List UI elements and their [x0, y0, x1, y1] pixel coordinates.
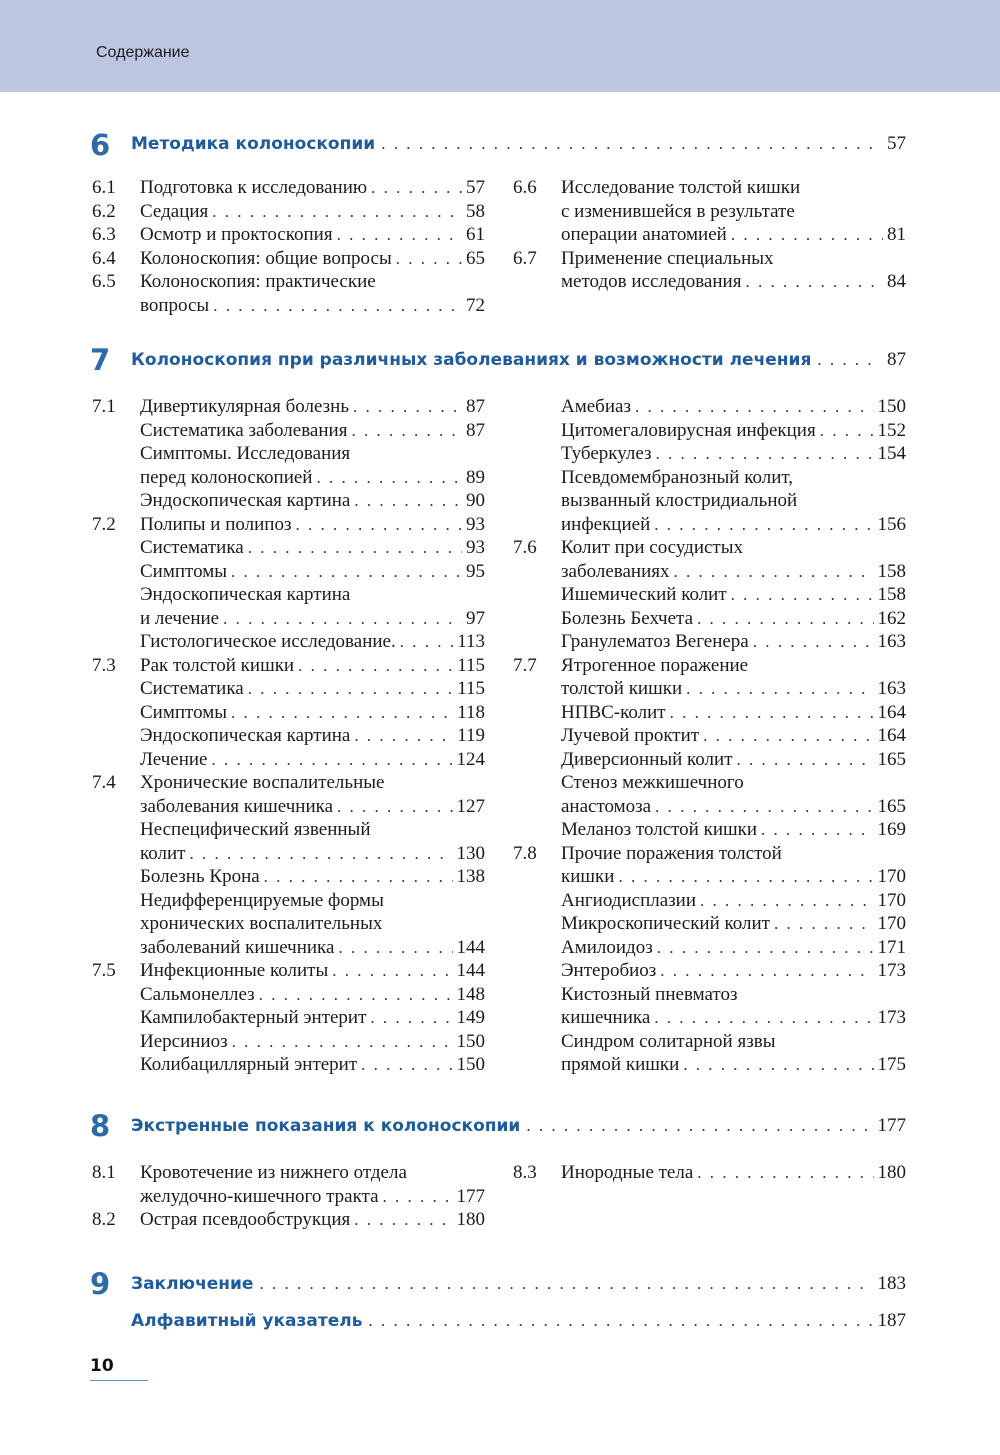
toc-section[interactable]: [513, 654, 906, 701]
toc-subsection[interactable]: [92, 677, 485, 701]
entry-title: Систематика заболевания: [140, 419, 348, 441]
entry-page: 150: [456, 1054, 485, 1075]
leader-dots: [670, 701, 874, 725]
entry-title: Лучевой проктит: [561, 725, 700, 746]
entry-title: Кампилобактерный энтерит: [140, 1007, 367, 1028]
chapter-page: 187: [877, 1310, 906, 1331]
toc-subsection[interactable]: [513, 959, 906, 983]
entry-page: 58: [466, 200, 485, 222]
leader-dots: [697, 1161, 873, 1185]
leader-dots: [368, 1311, 871, 1331]
toc-subsection[interactable]: [513, 466, 906, 537]
leader-dots: [248, 536, 462, 560]
entry-title: вопросы: [140, 294, 210, 316]
entry-page: 124: [456, 748, 485, 770]
entry-page: 170: [877, 866, 906, 887]
toc-section[interactable]: [92, 1208, 485, 1232]
leader-dots: [745, 270, 883, 294]
section-number: 7.2: [92, 513, 116, 535]
toc-subsection[interactable]: [92, 889, 485, 960]
entry-page: 150: [456, 1030, 485, 1052]
toc-subsection[interactable]: [513, 912, 906, 936]
leader-dots: [354, 489, 462, 513]
entry-text-line: Прочие поражения толстой: [561, 842, 782, 864]
leader-dots: [371, 176, 462, 200]
toc-subsection[interactable]: [92, 724, 485, 748]
chapter-page: 87: [887, 349, 906, 370]
entry-text-line: Симптомы. Исследования: [140, 443, 351, 464]
entry-page: 175: [877, 1054, 906, 1075]
toc-section[interactable]: [513, 1161, 906, 1185]
toc-subsection[interactable]: [513, 1030, 906, 1077]
leader-dots: [264, 865, 453, 889]
leader-dots: [332, 959, 452, 983]
toc-subsection[interactable]: [513, 419, 906, 443]
entry-title: кишечника: [561, 1007, 651, 1028]
toc-section[interactable]: [92, 200, 485, 224]
leader-dots: [526, 1116, 871, 1136]
section-number: 6.4: [92, 247, 116, 269]
entry-title: Полипы и полипоз: [140, 513, 292, 535]
entry-title: Систематика: [140, 537, 244, 558]
entry-page: 156: [877, 513, 906, 535]
toc-column-right: [513, 176, 906, 294]
entry-page: 57: [466, 177, 485, 198]
leader-dots: [381, 134, 881, 154]
entry-title: и лечение: [140, 607, 220, 629]
entry-text-line: Эндоскопическая картина: [140, 584, 351, 605]
toc-subsection[interactable]: [513, 583, 906, 607]
entry-text-line: Применение специальных: [561, 247, 774, 269]
chapter-page: 177: [877, 1115, 906, 1136]
entry-page: 130: [456, 842, 485, 864]
entry-page: 65: [466, 247, 485, 269]
toc-subsection[interactable]: [513, 771, 906, 818]
chapter-page: 183: [877, 1273, 906, 1294]
chapter-number: 7: [90, 343, 111, 377]
entry-page: 154: [877, 443, 906, 464]
entry-title: Гранулематоз Вегенера: [561, 631, 749, 652]
section-number: 6.3: [92, 224, 116, 245]
entry-page: 115: [457, 678, 485, 699]
chapter-title: Методика колоноскопии: [131, 134, 376, 154]
chapter-page: 57: [887, 133, 906, 154]
toc-column-left: [92, 176, 485, 317]
toc-section[interactable]: [513, 176, 906, 247]
entry-title: Туберкулез: [561, 443, 652, 464]
entry-page: 164: [877, 725, 906, 746]
toc-subsection[interactable]: [92, 583, 485, 630]
leader-dots: [618, 865, 873, 889]
header-title: Содержание: [96, 44, 190, 61]
entry-page: 144: [456, 936, 485, 958]
entry-title: Сальмонеллез: [140, 983, 255, 1005]
entry-title: Иерсиниоз: [140, 1030, 228, 1052]
entry-title: инфекцией: [561, 513, 651, 535]
toc-subsection[interactable]: [92, 983, 485, 1007]
toc-subsection[interactable]: [92, 748, 485, 772]
entry-page: 87: [466, 419, 485, 441]
toc-column-right: [513, 395, 906, 1077]
toc-subsection[interactable]: [513, 442, 906, 466]
toc-section[interactable]: [92, 959, 485, 983]
chapter-heading[interactable]: [131, 1273, 906, 1301]
leader-dots: [338, 936, 452, 960]
section-number: 6.1: [92, 177, 116, 198]
entry-page: 165: [877, 795, 906, 817]
entry-page: 93: [466, 537, 485, 558]
entry-page: 148: [456, 983, 485, 1005]
entry-page: 84: [887, 271, 906, 292]
entry-title: Систематика: [140, 678, 244, 699]
entry-title: заболеваниях: [561, 560, 670, 582]
section-number: 7.6: [513, 537, 537, 558]
section-number: 6.6: [513, 177, 537, 198]
leader-dots: [657, 936, 874, 960]
chapter-number: 9: [90, 1267, 111, 1301]
toc-subsection[interactable]: [513, 607, 906, 631]
entry-page: 61: [466, 224, 485, 245]
entry-text-line: Кистозный пневматоз: [561, 983, 738, 1005]
leader-dots: [370, 1006, 452, 1030]
entry-text-line: Псевдомембранозный колит,: [561, 466, 794, 488]
leader-dots: [231, 560, 462, 584]
entry-title: Эндоскопическая картина: [140, 725, 351, 746]
toc-section[interactable]: [513, 842, 906, 889]
leader-dots: [361, 1053, 452, 1077]
leader-dots: [774, 912, 874, 936]
leader-dots: [298, 654, 453, 678]
entry-page: 118: [457, 701, 485, 723]
entry-text-line: вызванный клостридиальной: [561, 490, 798, 511]
toc-subsection[interactable]: [92, 630, 485, 654]
chapter-title: Заключение: [131, 1274, 254, 1294]
entry-page: 150: [877, 396, 906, 417]
toc-section[interactable]: [92, 223, 485, 247]
entry-page: 163: [877, 678, 906, 699]
entry-title: Диверсионный колит: [561, 748, 733, 770]
entry-page: 173: [877, 960, 906, 981]
toc-subsection[interactable]: [513, 889, 906, 913]
section-number: 7.4: [92, 772, 116, 793]
chapter-title: Алфавитный указатель: [131, 1311, 363, 1331]
section-number: 8.3: [513, 1162, 537, 1183]
toc-section[interactable]: [92, 176, 485, 200]
entry-title: Симптомы: [140, 701, 228, 723]
leader-dots: [212, 200, 462, 224]
chapter-title: Экстренные показания к колоноскопии: [131, 1116, 521, 1136]
leader-dots: [703, 724, 873, 748]
leader-dots: [731, 583, 874, 607]
section-number: 8.2: [92, 1209, 116, 1230]
toc-section[interactable]: [513, 247, 906, 294]
entry-text-line: Недифференцируемые формы: [140, 889, 384, 911]
entry-title: Энтеробиоз: [561, 960, 657, 981]
toc-subsection[interactable]: [513, 724, 906, 748]
entry-text-line: Стеноз межкишечного: [561, 772, 744, 793]
entry-page: 165: [877, 748, 906, 770]
entry-title: Колибациллярный энтерит: [140, 1054, 358, 1075]
entry-title: Инфекционные колиты: [140, 960, 329, 981]
entry-title: Гистологическое исследование.: [140, 631, 396, 652]
entry-title: Подготовка к исследованию: [140, 177, 368, 198]
toc-subsection[interactable]: [513, 936, 906, 960]
entry-title: анастомоза: [561, 795, 652, 817]
entry-page: 72: [466, 294, 485, 316]
entry-page: 158: [877, 560, 906, 582]
entry-title: Острая псевдообструкция: [140, 1209, 351, 1230]
index-heading[interactable]: [131, 1310, 906, 1338]
toc-column-right: [513, 1161, 906, 1185]
toc-subsection[interactable]: [92, 419, 485, 443]
entry-title: Микроскопический колит: [561, 913, 770, 934]
entry-title: Амилоидоз: [561, 936, 653, 958]
leader-dots: [223, 607, 462, 631]
entry-page: 152: [877, 419, 906, 441]
leader-dots: [400, 630, 453, 654]
entry-page: 158: [877, 584, 906, 605]
entry-page: 169: [877, 819, 906, 840]
entry-title: Меланоз толстой кишки: [561, 819, 758, 840]
entry-title: Инородные тела: [561, 1162, 694, 1183]
entry-title: Ишемический колит: [561, 584, 727, 605]
entry-title: Цитомегаловирусная инфекция: [561, 419, 816, 441]
entry-text-line: Хронические воспалительные: [140, 772, 385, 793]
toc-subsection[interactable]: [92, 1006, 485, 1030]
entry-title: Болезнь Бехчета: [561, 607, 693, 629]
entry-text-line: Синдром солитарной язвы: [561, 1030, 776, 1052]
entry-title: НПВС-колит: [561, 701, 666, 723]
toc-column-left: [92, 395, 485, 1077]
entry-title: колит: [140, 842, 186, 864]
toc-section[interactable]: [92, 247, 485, 271]
leader-dots: [337, 223, 462, 247]
section-number: 7.5: [92, 960, 116, 981]
entry-title: Ангиодисплазии: [561, 889, 696, 911]
leader-dots: [656, 442, 874, 466]
entry-text-line: хронических воспалительных: [140, 913, 383, 934]
chapter-heading[interactable]: [131, 133, 906, 161]
leader-dots: [316, 466, 462, 490]
toc-subsection[interactable]: [513, 818, 906, 842]
entry-page: 138: [456, 866, 485, 887]
toc-subsection[interactable]: [92, 489, 485, 513]
section-number: 6.5: [92, 271, 116, 292]
toc-subsection[interactable]: [513, 983, 906, 1030]
toc-subsection[interactable]: [513, 630, 906, 654]
section-number: 7.1: [92, 396, 116, 417]
entry-title: Колоноскопия: общие вопросы: [140, 247, 392, 269]
toc-subsection[interactable]: [92, 442, 485, 489]
entry-title: методов исследования: [561, 271, 742, 292]
entry-text-line: Неспецифический язвенный: [140, 819, 371, 840]
leader-dots: [737, 748, 874, 772]
entry-page: 173: [877, 1007, 906, 1028]
leader-dots: [259, 983, 453, 1007]
section-number: 7.8: [513, 842, 537, 864]
entry-title: заболеваний кишечника: [140, 936, 335, 958]
entry-page: 180: [456, 1209, 485, 1230]
entry-page: 162: [877, 607, 906, 629]
section-number: 7.7: [513, 654, 537, 676]
toc-section[interactable]: [92, 270, 485, 317]
entry-title: толстой кишки: [561, 678, 683, 699]
leader-dots: [686, 677, 873, 701]
leader-dots: [697, 607, 874, 631]
section-number: 6.2: [92, 200, 116, 222]
toc-subsection[interactable]: [513, 395, 906, 419]
leader-dots: [753, 630, 874, 654]
entry-page: 127: [456, 795, 485, 817]
entry-title: Осмотр и проктоскопия: [140, 224, 333, 245]
chapter-number: 8: [90, 1109, 111, 1143]
leader-dots: [232, 1030, 453, 1054]
entry-title: Болезнь Крона: [140, 866, 260, 887]
entry-text-line: Колит при сосудистых: [561, 537, 743, 558]
leader-dots: [354, 1208, 452, 1232]
section-number: 6.7: [513, 247, 537, 269]
leader-dots: [761, 818, 873, 842]
toc-column-left: [92, 1161, 485, 1232]
toc-section[interactable]: [92, 654, 485, 678]
leader-dots: [259, 1274, 871, 1294]
leader-dots: [231, 701, 453, 725]
leader-dots: [189, 842, 452, 866]
entry-page: 113: [457, 631, 485, 652]
entry-page: 170: [877, 889, 906, 911]
chapter-heading[interactable]: [131, 349, 906, 377]
entry-page: 93: [466, 513, 485, 535]
entry-page: 90: [466, 490, 485, 511]
leader-dots: [211, 748, 452, 772]
entry-title: Седация: [140, 200, 209, 222]
leader-dots: [295, 513, 462, 537]
entry-text-line: Исследование толстой кишки: [561, 177, 801, 198]
leader-dots: [635, 395, 874, 419]
toc-subsection[interactable]: [92, 560, 485, 584]
entry-page: 180: [877, 1162, 906, 1183]
entry-page: 171: [877, 936, 906, 958]
leader-dots: [817, 350, 881, 370]
entry-page: 97: [466, 607, 485, 629]
entry-title: перед колоноскопией: [140, 466, 313, 488]
leader-dots: [731, 223, 883, 247]
toc-section[interactable]: [513, 536, 906, 583]
entry-page: 144: [456, 960, 485, 981]
entry-title: Эндоскопическая картина: [140, 490, 351, 511]
page-header: [0, 0, 1000, 92]
leader-dots: [353, 395, 462, 419]
entry-title: Дивертикулярная болезнь: [140, 396, 349, 417]
page-number: 10: [90, 1356, 114, 1376]
leader-dots: [683, 1053, 873, 1077]
entry-text-line: Кровотечение из нижнего отдела: [140, 1162, 407, 1183]
toc-subsection[interactable]: [92, 701, 485, 725]
entry-page: 149: [456, 1007, 485, 1028]
section-number: 8.1: [92, 1162, 116, 1183]
entry-page: 119: [457, 725, 485, 746]
entry-title: Амебиаз: [561, 396, 631, 417]
entry-text-line: Ятрогенное поражение: [561, 654, 749, 676]
entry-page: 177: [456, 1185, 485, 1207]
section-number: 7.3: [92, 654, 116, 676]
entry-title: заболевания кишечника: [140, 795, 334, 817]
entry-page: 170: [877, 913, 906, 934]
toc-subsection[interactable]: [92, 536, 485, 560]
toc-subsection[interactable]: [92, 1053, 485, 1077]
toc-section[interactable]: [92, 771, 485, 818]
entry-title: Симптомы: [140, 560, 228, 582]
leader-dots: [337, 795, 452, 819]
entry-page: 81: [887, 224, 906, 245]
leader-dots: [383, 1185, 453, 1209]
toc-subsection[interactable]: [513, 748, 906, 772]
entry-page: 164: [877, 701, 906, 723]
leader-dots: [351, 419, 462, 443]
chapter-title: Колоноскопия при различных заболеваниях и возможности лечения: [131, 350, 812, 370]
entry-text-line: с изменившейся в результате: [561, 200, 795, 222]
toc-section[interactable]: [92, 513, 485, 537]
entry-title: желудочно-кишечного тракта: [140, 1185, 379, 1207]
leader-dots: [820, 419, 874, 443]
entry-text-line: Колоноскопия: практические: [140, 271, 376, 292]
leader-dots: [396, 247, 462, 271]
toc-subsection[interactable]: [92, 1030, 485, 1054]
entry-page: 87: [466, 396, 485, 417]
entry-title: операции анатомией: [561, 224, 727, 245]
toc-subsection[interactable]: [513, 701, 906, 725]
entry-page: 89: [466, 466, 485, 488]
leader-dots: [700, 889, 874, 913]
entry-page: 115: [457, 654, 485, 676]
entry-title: прямой кишки: [561, 1054, 680, 1075]
footer-rule: [90, 1380, 148, 1381]
leader-dots: [674, 560, 874, 584]
entry-title: Рак толстой кишки: [140, 654, 295, 676]
entry-title: кишки: [561, 866, 615, 887]
leader-dots: [213, 294, 462, 318]
entry-page: 163: [877, 631, 906, 652]
toc-section[interactable]: [92, 1161, 485, 1208]
toc-subsection[interactable]: [92, 865, 485, 889]
toc-subsection[interactable]: [92, 818, 485, 865]
toc-section[interactable]: [92, 395, 485, 419]
leader-dots: [660, 959, 873, 983]
leader-dots: [248, 677, 454, 701]
leader-dots: [354, 724, 453, 748]
entry-page: 95: [466, 560, 485, 582]
leader-dots: [654, 1006, 873, 1030]
entry-title: Лечение: [140, 748, 208, 770]
leader-dots: [655, 795, 873, 819]
leader-dots: [654, 513, 873, 537]
chapter-number: 6: [90, 128, 111, 162]
chapter-heading[interactable]: [131, 1115, 906, 1143]
